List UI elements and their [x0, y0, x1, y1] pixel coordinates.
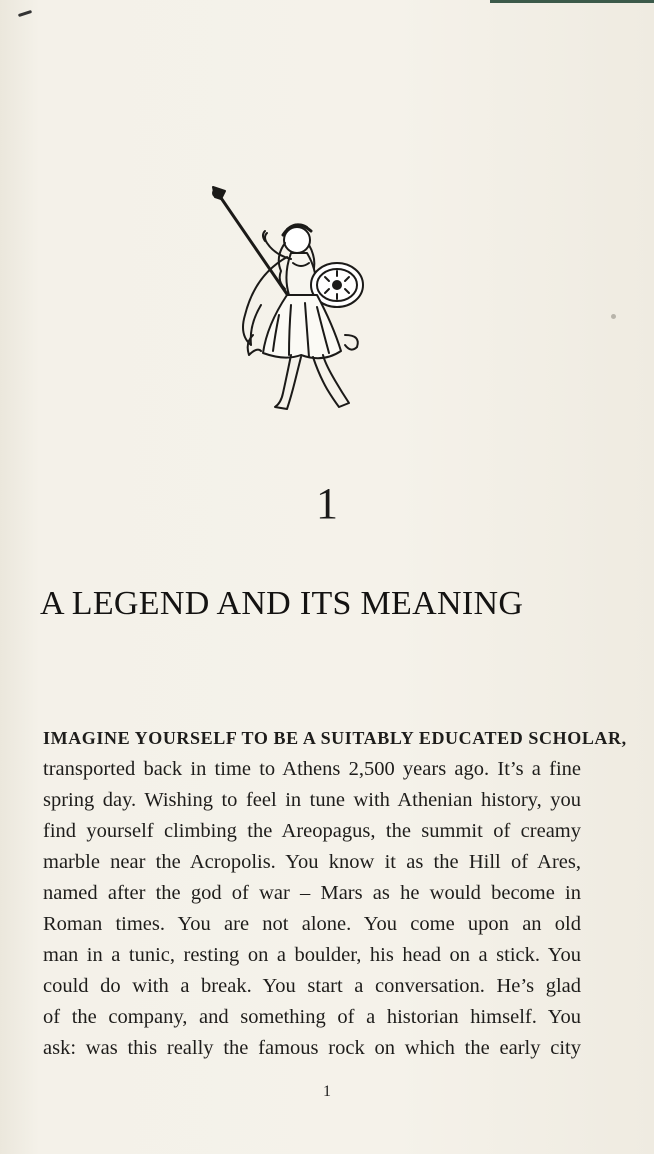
- amazon-warrior-illustration: [205, 185, 385, 420]
- chapter-number: 1: [316, 479, 338, 528]
- page-top-edge: [490, 0, 654, 3]
- body-line: find yourself climbing the Areopagus, the summit of creamy: [43, 820, 581, 842]
- body-line: named after the god of war – Mars as he would become in: [43, 882, 581, 904]
- body-line: Roman times. You are not alone. You come upon an old: [43, 913, 581, 935]
- page-number: 1: [323, 1083, 331, 1100]
- body-line: could do with a break. You start a conversation. He’s glad: [43, 975, 581, 997]
- body-line: ask: was this really the famous rock on which the early city: [43, 1037, 581, 1059]
- lead-in-line: IMAGINE YOURSELF TO BE A SUITABLY EDUCATED SCHOLAR,: [43, 728, 627, 748]
- body-paragraph: [43, 723, 627, 1064]
- paper-speck: [611, 314, 616, 319]
- chapter-title: A LEGEND AND ITS MEANING: [40, 585, 524, 622]
- body-line: marble near the Acropolis. You know it as the Hill of Ares,: [43, 851, 581, 873]
- body-line: man in a tunic, resting on a boulder, his head on a stick. You: [43, 944, 581, 966]
- body-line: spring day. Wishing to feel in tune with Athenian history, you: [43, 789, 581, 811]
- corner-mark: [18, 10, 32, 17]
- body-line: of the company, and something of a historian himself. You: [43, 1006, 581, 1028]
- body-line: transported back in time to Athens 2,500 years ago. It’s a fine: [43, 758, 581, 780]
